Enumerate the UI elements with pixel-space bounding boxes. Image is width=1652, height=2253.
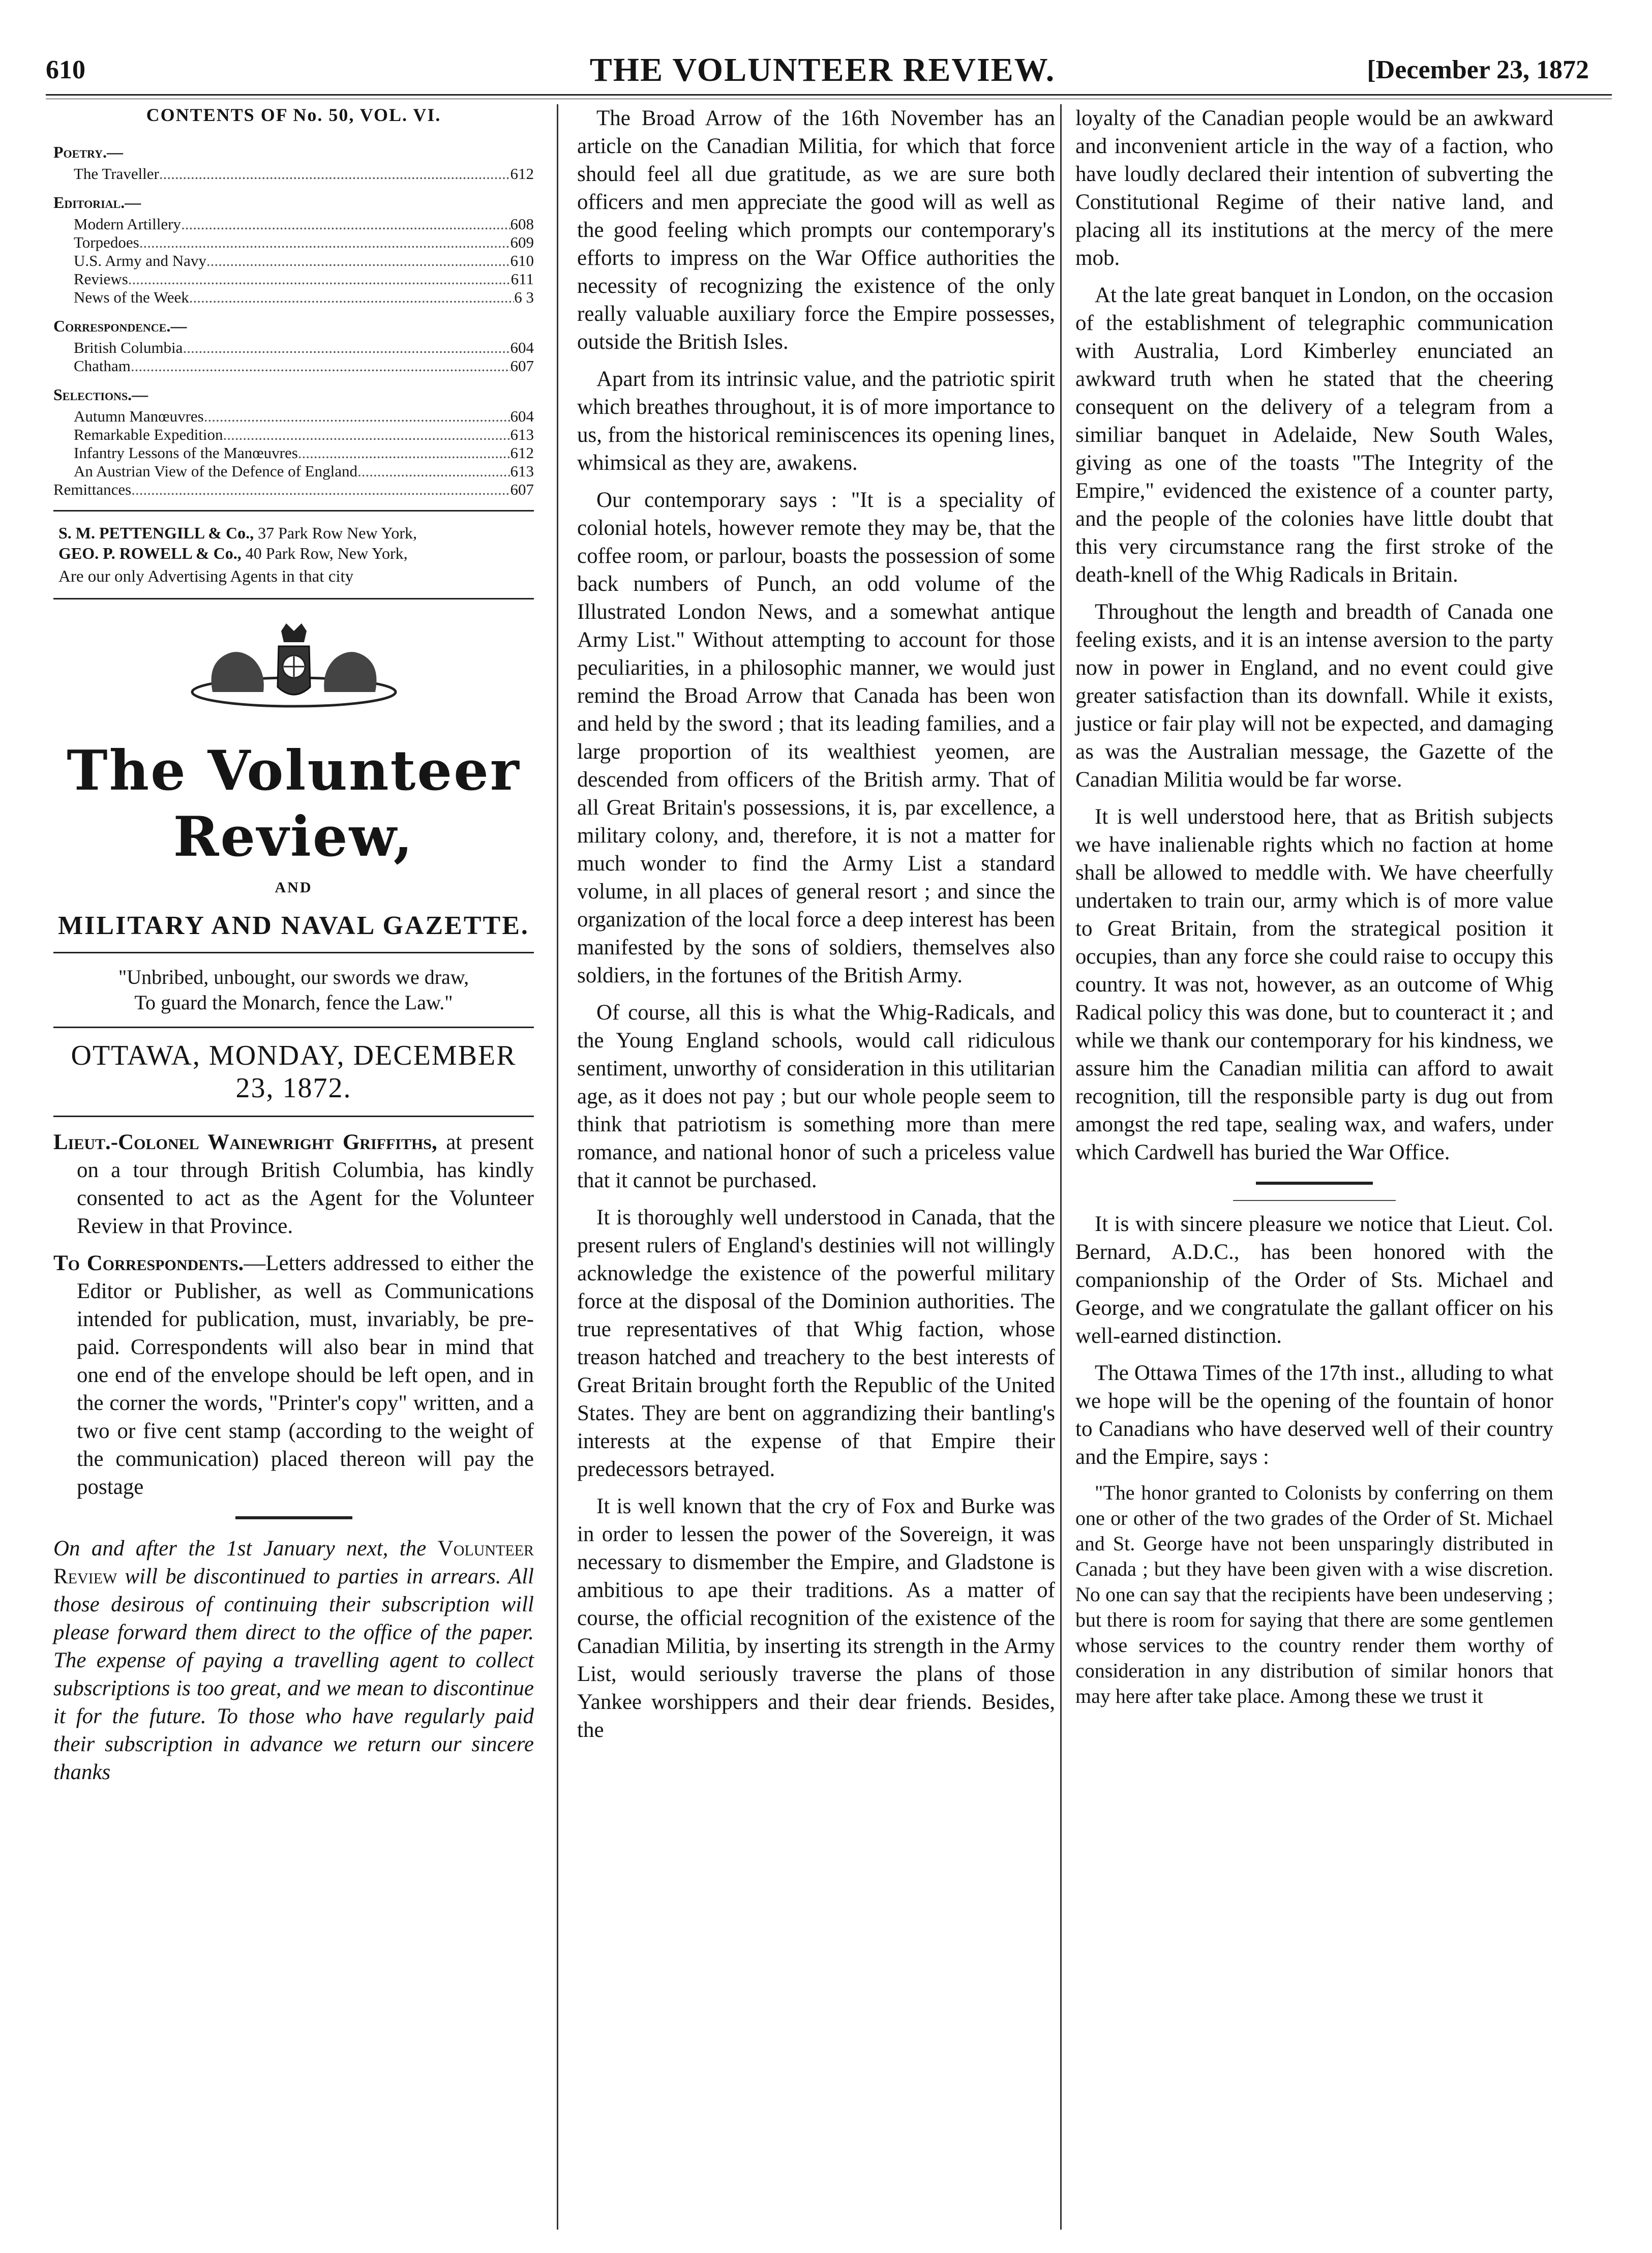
contents-item xyxy=(53,426,534,444)
masthead-title: The Volunteer Review, xyxy=(67,739,521,869)
dot-leader xyxy=(159,165,510,183)
contents-item xyxy=(53,252,534,270)
dot-leader xyxy=(181,215,510,233)
article-paragraph: It is well understood here, that as British subjects we have inalienable rights which no faction at home shall be allowed to meddle with. We have cheerfully undertaken to train our, army which is of more value to Great Britain, from the strategical position it occupies, than any force she could raise to occupy this country. It was not, however, as an outcome of Whig Radical policy this was done, but to counteract it ; and while we thank our contemporary for his kindness, we assure him the Canadian militia can afford to await recognition, till the responsible party is dug out from amongst the red tape, sealing wax, and wafers, under which Cardwell has buried the War Office. xyxy=(1075,805,1553,1164)
notice-correspondents-lead: To Correspondents. xyxy=(53,1251,244,1275)
contents-item xyxy=(53,357,534,375)
contents-section-label: Correspondence.— xyxy=(53,317,187,335)
dot-leader xyxy=(298,444,510,462)
contents-item xyxy=(53,339,534,357)
dot-leader xyxy=(223,426,510,444)
article-paragraph: Of course, all this is what the Whig-Radicals, and the Young England schools, would call ridiculous sentiment, unworthy of consideration in this utilitarian age, as it does not pay ; but our whole people seem to think that patriotism is something more than mere romance, and national honor of such a priceless value that it cannot be purchased. xyxy=(577,1001,1055,1192)
article-paragraph: Apart from its intrinsic value, and the patriotic spirit which breathes throughout, it is of more importance to us, from the historical reminiscences its opening lines, whimsical as they are, awakens. xyxy=(577,367,1055,475)
divider-rule xyxy=(53,1116,534,1117)
masthead-and: AND xyxy=(275,879,313,896)
contents-item-page: 608 xyxy=(510,215,534,233)
contents-item-page: 611 xyxy=(510,270,534,288)
motto xyxy=(53,965,534,1015)
contents-item xyxy=(53,462,534,480)
article-paragraph: Our contemporary says : "It is a speciality of colonial hotels, however remote they may be, that the coffee room, or parlour, boasts the possession of some back numbers of Punch, an odd volume of the Illustrated London News, and a somewhat antique Army List." Without attempting to account for those peculiarities, in a philosophic manner, we would just remind the Broad Arrow that Canada has been won and held by the sword ; that its leading families, and a large proportion of its wealthiest yeomen, are descended from officers of the British army. That of all Great Britain's possessions, it is, par excellence, a military colony, and, therefore, it is not a matter for much wonder to find the Army List a standard volume, in all places of general resort ; and since the organization of the local force a deep interest has been manifested by the sons of soldiers, themselves also soldiers, in the fortunes of the British Army. xyxy=(577,488,1055,987)
article-paragraph: At the late great banquet in London, on the occasion of the establishment of telegraphic communication with Australia, Lord Kimberley enunciated an awkward truth when he stated that the cheering consequent on the delivery of a telegram from a similiar banquet in Adelaide, New South Wales, giving as one of the toasts "The Integrity of the Empire," evidenced the existence of a counter party, and the people of the colonies have little doubt that this very circumstance rang the first stroke of the death-knell of the Whig Radicals in Britain. xyxy=(1075,283,1553,587)
contents-item-title: News of the Week xyxy=(74,288,189,306)
contents-item-page: 607 xyxy=(510,357,534,375)
column-3 xyxy=(1075,104,1553,1709)
motto-line-2: To guard the Monarch, fence the Law." xyxy=(134,991,453,1014)
notice-correspondents-body: —Letters addressed to either the Editor or Publisher, as well as Communications intended for publication, must, invariably, be pre-paid. Correspondents will also bear in mind that one end of the envelope should be left open, and in the corner the words, "Printer's copy" written, and a two or five cent stamp (according to the weight of the communication) placed thereon will pay the postage xyxy=(77,1251,534,1499)
notice-arrears xyxy=(53,1535,534,1786)
contents-item-title: Reviews xyxy=(74,270,128,288)
contents-item-title: The Traveller xyxy=(74,165,159,183)
notice-griffiths xyxy=(53,1128,534,1240)
agents-block xyxy=(53,523,534,587)
contents-item-title: An Austrian View of the Defence of England xyxy=(74,462,357,480)
notice-arrears-part1: On and after the 1st January next, the xyxy=(53,1537,427,1560)
column-2 xyxy=(577,104,1055,1753)
agent-2-address: 40 Park Row, New York, xyxy=(245,544,408,562)
dot-leader xyxy=(189,288,514,307)
quoted-passage: "The honor granted to Colonists by conferring on them one or other of the two grades of the Order of St. Michael and St. George have not been unsparingly distributed in Canada ; but they have been given with a wise discretion. No one can say that the recipients have been undeserving ; but there is room for saying that there are some gentlemen whose services to the country render them worthy of consideration in any distribution of similar honors that may here after take place. Among these we trust it xyxy=(1075,1481,1553,1707)
masthead xyxy=(53,611,534,941)
dot-leader xyxy=(131,357,510,375)
dateline: OTTAWA, MONDAY, DECEMBER 23, 1872. xyxy=(71,1040,517,1104)
dot-leader xyxy=(206,252,510,270)
notice-griffiths-body: at present on a tour through British Columbia, has kindly consented to act as the Agent for the Volunteer Review in that Province. xyxy=(77,1130,534,1238)
newspaper-running-title: THE VOLUNTEER REVIEW. xyxy=(589,51,1056,88)
contents-item-page: 613 xyxy=(510,426,534,443)
column-divider-2 xyxy=(1060,104,1062,2230)
agent-2-name: GEO. P. ROWELL & Co., xyxy=(58,544,242,562)
contents-item-page: 612 xyxy=(510,444,534,462)
divider-rule xyxy=(53,510,534,512)
column-divider-1 xyxy=(557,104,558,2230)
article-paragraph: It is thoroughly well understood in Canada, that the present rulers of England's destinies will not willingly acknowledge the existence of the powerful military force at the disposal of the Dominion authorities. The true representatives of that Whig faction, whose treason hatched and treachery to the best interests of Great Britain brought forth the Republic of the United States. They are bent on aggrandizing their bantling's interests at the expense of that Empire their predecessors betrayed. xyxy=(577,1206,1055,1481)
article-paragraph: The Ottawa Times of the 17th inst., alluding to what we hope will be the opening of the fountain of honor to Canadians who have deserved well of their country and the Empire, says : xyxy=(1075,1361,1553,1469)
article-paragraph: It is with sincere pleasure we notice that Lieut. Col. Bernard, A.D.C., has been honored with the companionship of the Order of Sts. Michael and George, and we congratulate the gallant officer on his well-earned distinction. xyxy=(1075,1212,1553,1348)
divider-rule xyxy=(53,598,534,599)
notice-arrears-part2: will be discontinued to parties in arrears. All those desirous of continuing their subscription will please forward them direct to the office of the paper. The expense of paying a travelling agent to collect subscriptions is too great, and we mean to discontinue it for the future. To those who have regularly paid their subscription in advance we return our sincere thanks xyxy=(53,1565,534,1784)
contents-item-title: Remarkable Expedition xyxy=(74,426,223,443)
contents-item xyxy=(53,215,534,233)
contents-item-title: British Columbia xyxy=(74,339,183,356)
contents-item-page: 6 3 xyxy=(514,288,534,306)
page-header xyxy=(36,46,1609,92)
dot-leader xyxy=(204,407,510,426)
separator-thin xyxy=(1233,1200,1396,1201)
dot-leader xyxy=(131,480,510,499)
contents-item-title: U.S. Army and Navy xyxy=(74,252,206,269)
column-1 xyxy=(53,104,534,1808)
agents-note: Are our only Advertising Agents in that city xyxy=(58,567,354,586)
agent-1-address: 37 Park Row New York, xyxy=(258,524,417,542)
contents-item xyxy=(53,165,534,183)
notice-griffiths-lead: Lieut.-Colonel Wainewright Griffiths, xyxy=(53,1130,437,1154)
contents-section-label: Poetry.— xyxy=(53,143,124,161)
separator xyxy=(235,1516,352,1519)
contents-item-page: 613 xyxy=(510,462,534,480)
contents-section-label xyxy=(53,480,534,499)
divider-rule xyxy=(53,952,534,953)
contents-item-title: Chatham xyxy=(74,357,131,375)
contents-item-title: Infantry Lessons of the Manœuvres xyxy=(74,444,298,462)
page-number: 610 xyxy=(46,55,85,84)
royal-coat-of-arms-icon xyxy=(177,611,411,723)
motto-line-1: "Unbribed, unbought, our swords we draw, xyxy=(118,966,469,988)
notice-arrears-paper-name: Volunteer Review xyxy=(53,1537,534,1588)
contents-item xyxy=(53,407,534,426)
masthead-subtitle: MILITARY AND NAVAL GAZETTE. xyxy=(58,911,529,940)
article-paragraph: loyalty of the Canadian people would be an awkward and inconvenient article in the way of a faction, who have loudly declared their intention of subverting the Constitutional Regime of their native land, and placing all its institutions at the mercy of the mere mob. xyxy=(1075,106,1553,270)
contents-item-page: 610 xyxy=(510,252,534,269)
contents-item-title: Remittances xyxy=(53,480,132,498)
article-paragraph: It is well known that the cry of Fox and Burke was in order to lessen the power of the Sovereign, it was necessary to dismember the Empire, and Gladstone is ambitious to ape their traditions. As a matter of course, the official recognition of the existence of the Canadian Militia, by inserting its strength in the Army List, would seriously traverse the plans of those Yankee worshippers and their dear friends. Besides, the xyxy=(577,1494,1055,1742)
contents-item-title: Modern Artillery xyxy=(74,215,181,233)
contents-item xyxy=(53,444,534,462)
dot-leader xyxy=(139,233,510,252)
contents-item xyxy=(53,270,534,288)
article-paragraph: The Broad Arrow of the 16th November has an article on the Canadian Militia, for which that force should feel all due gratitude, as we are sure both officers and men appreciate the good will as well as the good feeling which prompts our contemporary's efforts to impress on the War Office authorities the necessity of recognizing the existence of the only really valuable auxiliary force the Empire possesses, outside the British Isles. xyxy=(577,106,1055,354)
contents-item-page: 604 xyxy=(510,339,534,356)
contents-section-label: Selections.— xyxy=(53,385,148,404)
separator xyxy=(1256,1182,1373,1185)
dot-leader xyxy=(183,339,510,357)
contents-item-page: 612 xyxy=(510,165,534,183)
contents-item xyxy=(53,288,534,307)
contents-section-label: Editorial.— xyxy=(53,193,141,212)
contents-title: CONTENTS OF No. 50, VOL. VI. xyxy=(146,105,441,125)
notice-correspondents xyxy=(53,1249,534,1501)
contents-item-page: 604 xyxy=(510,407,534,425)
contents-item-title: Autumn Manœuvres xyxy=(74,407,204,425)
agent-1-name: S. M. PETTENGILL & Co., xyxy=(58,524,254,542)
contents-item xyxy=(53,233,534,252)
contents-item-page: 607 xyxy=(510,480,534,498)
header-rule xyxy=(46,94,1612,99)
contents-item-title: Torpedoes xyxy=(74,233,139,251)
contents-item-page: 609 xyxy=(510,233,534,251)
dot-leader xyxy=(357,462,510,480)
contents-list xyxy=(53,143,534,499)
header-date: [December 23, 1872 xyxy=(1367,55,1589,84)
article-paragraph: Throughout the length and breadth of Canada one feeling exists, and it is an intense aversion to the party now in power in England, and no event could give greater satisfaction than its downfall. While it exists, justice or fair play will not be expected, and damaging as was the Australian message, the Gazette of the Canadian Militia would be far worse. xyxy=(1075,600,1553,792)
divider-rule xyxy=(53,1027,534,1028)
dot-leader xyxy=(128,270,511,288)
